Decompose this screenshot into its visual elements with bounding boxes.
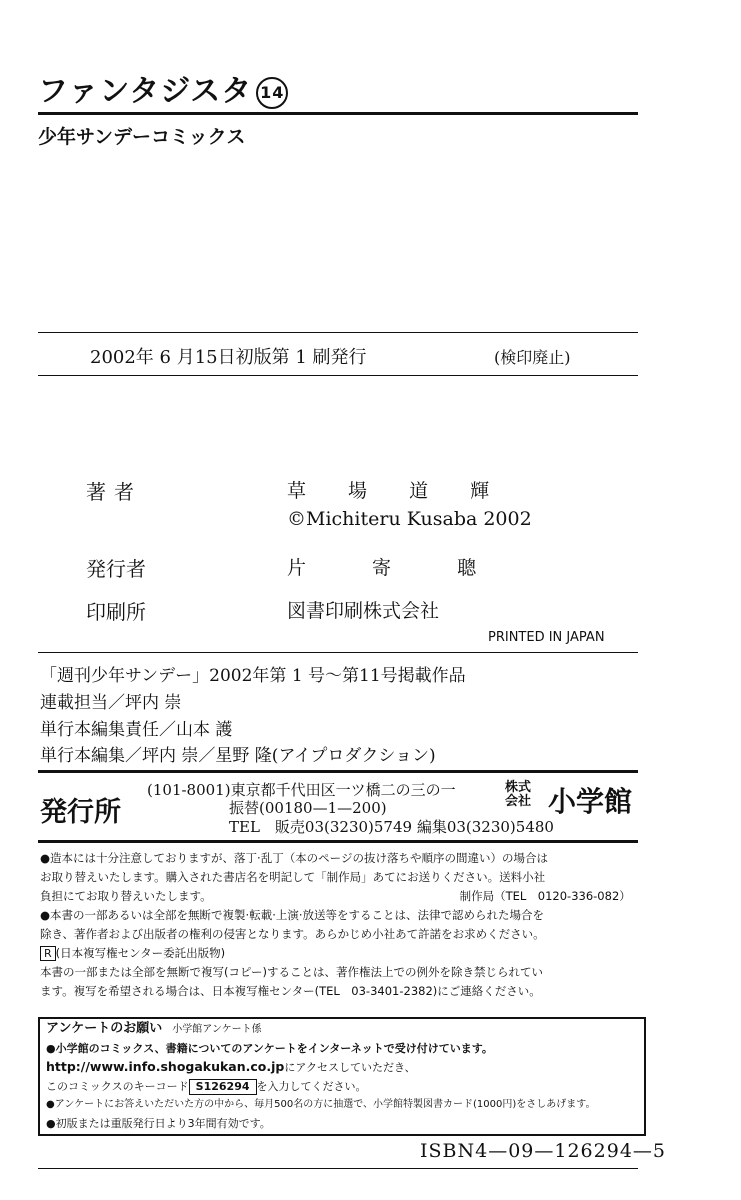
copyright-line: ©Michiteru Kusaba 2002 — [287, 508, 532, 530]
printed-in-japan: PRINTED IN JAPAN — [488, 630, 605, 645]
transfer-account: 振替(00180—1—200) — [229, 799, 387, 817]
publisher-name: 片 寄 聰 — [287, 557, 507, 579]
enquete-line: ●アンケートにお答えいただいた方の中から、毎月500名の方に抽選で、小学館特製図書カード(1000円)をさしあげます。 — [46, 1099, 596, 1111]
printer-role: 印刷所 — [86, 600, 146, 624]
date-bottom-rule — [38, 375, 638, 376]
publication-date: 2002年 6 月15日初版第 1 刷発行 — [90, 347, 367, 368]
enquete-text: このコミックスのキーコード — [46, 1079, 189, 1093]
book-title — [38, 66, 288, 110]
staff-line: 単行本編集責任／山本 護 — [40, 720, 233, 740]
enquete-line: ●小学館のコミックス、書籍についてのアンケートをインターネットで受け付けています。 — [46, 1041, 493, 1055]
company-type — [505, 781, 531, 809]
notice-line: ●本書の一部あるいは全部を無断で複製·転載·上演·放送等をすることは、法律で認められた場合を — [40, 908, 544, 922]
company-type-bottom: 会社 — [505, 794, 532, 809]
notice-text: (日本複写権センター委託出版物) — [55, 946, 226, 960]
rrr-mark: R — [40, 946, 56, 961]
notice-line: 本書の一部または全部を無断で複写(コピー)することは、著作権法上での例外を除き禁じられてい — [40, 965, 544, 979]
publisher-role: 発行者 — [86, 557, 146, 581]
publisher-tel: TEL 販売03(3230)5749 編集03(3230)5480 — [229, 818, 554, 836]
staff-top-rule — [38, 652, 638, 653]
enquete-line: ●初版または重版発行日より3年間有効です。 — [46, 1116, 271, 1130]
seal-notice: (検印廃止) — [494, 348, 571, 367]
serialization-info: 「週刊少年サンデー」2002年第 1 号～第11号掲載作品 — [40, 666, 466, 686]
publisher-logo-name: 小学館 — [548, 785, 633, 818]
enquete-heading: アンケートのお願い — [46, 1021, 163, 1036]
publisher-address: (101-8001)東京都千代田区一ツ橋二の三の一 — [147, 781, 456, 799]
date-top-rule — [38, 332, 638, 333]
notice-text: 負担にてお取り替えいたします。 — [40, 889, 212, 903]
title-text: ファンタジスタ — [38, 74, 253, 109]
enquete-box — [38, 1017, 646, 1136]
notice-line — [40, 887, 700, 906]
notice-top-rule — [38, 840, 638, 843]
notice-block — [40, 849, 700, 1001]
notice-line: ●造本には十分注意しておりますが、落丁·乱丁（本のページの抜け落ちや順序の間違い）の場合は — [40, 851, 548, 865]
enquete-text: にアクセスしていただき、 — [284, 1061, 416, 1075]
staff-line: 単行本編集／坪内 崇／星野 隆(アイプロダクション) — [40, 746, 436, 766]
enquete-url[interactable]: http://www.info.shogakukan.co.jp — [46, 1059, 285, 1075]
key-code: S126294 — [189, 1079, 257, 1095]
author-name: 草 場 道 輝 — [287, 480, 508, 502]
notice-line: ます。複写を希望される場合は、日本複写権センター(TEL 03-3401-2382)にご連絡ください。 — [40, 984, 541, 998]
printer-name: 図書印刷株式会社 — [287, 600, 440, 622]
publisher-heading: 発行所 — [40, 797, 121, 828]
publisher-top-rule — [38, 770, 638, 773]
author-role: 著者 — [86, 480, 142, 504]
company-type-top: 株式 — [505, 780, 532, 795]
notice-line — [40, 944, 700, 963]
notice-line: お取り替えいたします。購入された書店名を明記して「制作局」あてにお送りください。送料小社 — [40, 870, 546, 884]
production-contact: 制作局（TEL 0120-336-082） — [459, 889, 631, 903]
isbn: ISBN4—09—126294—5 — [420, 1140, 666, 1162]
enquete-dept: 小学館アンケート係 — [172, 1024, 262, 1035]
enquete-line — [46, 1078, 595, 1097]
volume-number: 14 — [256, 77, 288, 109]
enquete-header — [46, 1020, 595, 1040]
title-rule — [38, 112, 638, 115]
imprint-label: 少年サンデーコミックス — [38, 126, 246, 148]
enquete-line — [46, 1058, 595, 1078]
notice-line: 除き、著作者および出版者の権利の侵害となります。あらかじめ小社あて許諾をお求めください。 — [40, 927, 545, 941]
isbn-rule — [38, 1168, 638, 1169]
enquete-lines — [46, 1020, 595, 1134]
staff-line: 連載担当／坪内 崇 — [40, 693, 182, 713]
enquete-text: を入力してください。 — [256, 1079, 367, 1093]
